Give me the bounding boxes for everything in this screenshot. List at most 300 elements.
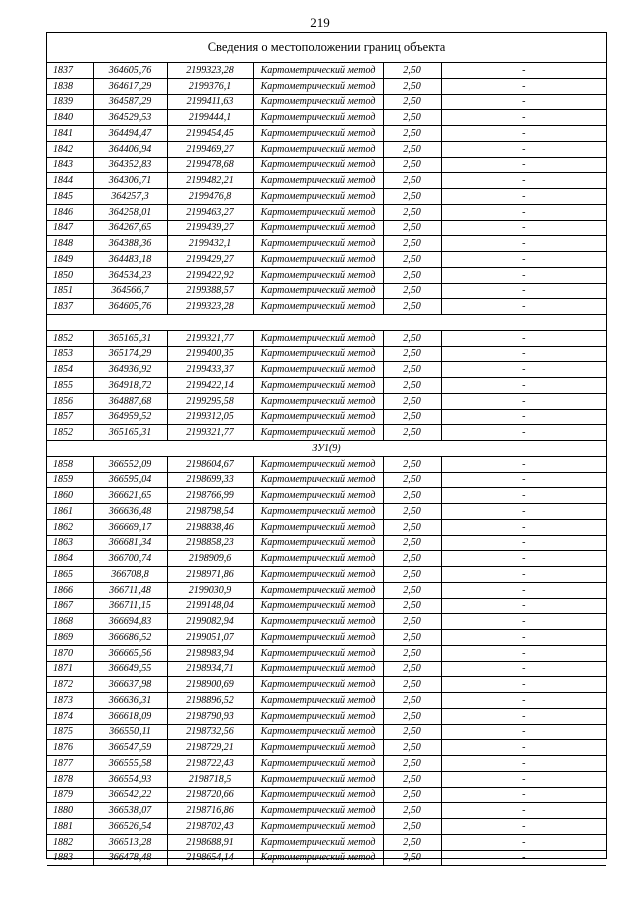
note-cell: - (441, 645, 606, 661)
note-cell: - (441, 189, 606, 205)
x-coordinate-cell: 366708,8 (93, 567, 167, 583)
x-coordinate-cell: 366621,65 (93, 488, 167, 504)
method-cell: Картометрический метод (253, 803, 383, 819)
method-cell: Картометрический метод (253, 630, 383, 646)
point-number-cell: 1862 (47, 519, 93, 535)
note-cell: - (441, 677, 606, 693)
method-cell: Картометрический метод (253, 582, 383, 598)
table-row (47, 488, 606, 504)
y-coordinate-cell: 2199439,27 (167, 220, 253, 236)
method-cell: Картометрический метод (253, 283, 383, 299)
note-cell: - (441, 756, 606, 772)
accuracy-cell: 2,50 (383, 834, 441, 850)
point-number-cell: 1872 (47, 677, 93, 693)
accuracy-cell: 2,50 (383, 204, 441, 220)
y-coordinate-cell: 2198971,86 (167, 567, 253, 583)
point-number-cell: 1843 (47, 157, 93, 173)
y-coordinate-cell: 2198766,99 (167, 488, 253, 504)
method-cell: Картометрический метод (253, 346, 383, 362)
note-cell: - (441, 78, 606, 94)
x-coordinate-cell: 365174,29 (93, 346, 167, 362)
accuracy-cell: 2,50 (383, 94, 441, 110)
point-number-cell: 1864 (47, 551, 93, 567)
x-coordinate-cell: 366554,93 (93, 771, 167, 787)
y-coordinate-cell: 2198654,14 (167, 850, 253, 866)
point-number-cell: 1842 (47, 141, 93, 157)
note-cell: - (441, 220, 606, 236)
accuracy-cell: 2,50 (383, 409, 441, 425)
method-cell: Картометрический метод (253, 472, 383, 488)
table-row (47, 126, 606, 142)
accuracy-cell: 2,50 (383, 850, 441, 866)
table-title: Сведения о местоположении границ объекта (47, 33, 606, 63)
note-cell: - (441, 504, 606, 520)
method-cell: Картометрический метод (253, 677, 383, 693)
note-cell: - (441, 236, 606, 252)
table-row (47, 299, 606, 315)
note-cell: - (441, 267, 606, 283)
accuracy-cell: 2,50 (383, 393, 441, 409)
y-coordinate-cell: 2199323,28 (167, 299, 253, 315)
note-cell: - (441, 771, 606, 787)
note-cell: - (441, 834, 606, 850)
point-number-cell: 1870 (47, 645, 93, 661)
method-cell: Картометрический метод (253, 94, 383, 110)
y-coordinate-cell: 2199444,1 (167, 110, 253, 126)
accuracy-cell: 2,50 (383, 582, 441, 598)
method-cell: Картометрический метод (253, 330, 383, 346)
point-number-cell: 1852 (47, 330, 93, 346)
accuracy-cell: 2,50 (383, 126, 441, 142)
accuracy-cell: 2,50 (383, 756, 441, 772)
method-cell: Картометрический метод (253, 189, 383, 205)
x-coordinate-cell: 364566,7 (93, 283, 167, 299)
accuracy-cell: 2,50 (383, 173, 441, 189)
note-cell: - (441, 567, 606, 583)
section-separator-row (47, 441, 606, 457)
note-cell: - (441, 850, 606, 866)
table-row (47, 756, 606, 772)
point-number-cell: 1849 (47, 252, 93, 268)
point-number-cell: 1868 (47, 614, 93, 630)
x-coordinate-cell: 365165,31 (93, 330, 167, 346)
method-cell: Картометрический метод (253, 236, 383, 252)
method-cell: Картометрический метод (253, 204, 383, 220)
y-coordinate-cell: 2198722,43 (167, 756, 253, 772)
y-coordinate-cell: 2198688,91 (167, 834, 253, 850)
method-cell: Картометрический метод (253, 220, 383, 236)
page-number: 219 (310, 15, 330, 30)
x-coordinate-cell: 364258,01 (93, 204, 167, 220)
accuracy-cell: 2,50 (383, 661, 441, 677)
note-cell: - (441, 630, 606, 646)
note-cell: - (441, 693, 606, 709)
table-row (47, 803, 606, 819)
method-cell: Картометрический метод (253, 126, 383, 142)
x-coordinate-cell: 364887,68 (93, 393, 167, 409)
method-cell: Картометрический метод (253, 724, 383, 740)
point-number-cell: 1881 (47, 819, 93, 835)
method-cell: Картометрический метод (253, 740, 383, 756)
x-coordinate-cell: 366526,54 (93, 819, 167, 835)
method-cell: Картометрический метод (253, 834, 383, 850)
method-cell: Картометрический метод (253, 157, 383, 173)
note-cell: - (441, 252, 606, 268)
method-cell: Картометрический метод (253, 425, 383, 441)
y-coordinate-cell: 2198900,69 (167, 677, 253, 693)
point-number-cell: 1871 (47, 661, 93, 677)
method-cell: Картометрический метод (253, 173, 383, 189)
table-row (47, 141, 606, 157)
method-cell: Картометрический метод (253, 756, 383, 772)
table-row (47, 630, 606, 646)
table-row (47, 708, 606, 724)
y-coordinate-cell: 2199429,27 (167, 252, 253, 268)
method-cell: Картометрический метод (253, 456, 383, 472)
point-number-cell: 1855 (47, 378, 93, 394)
method-cell: Картометрический метод (253, 708, 383, 724)
table-row (47, 425, 606, 441)
note-cell: - (441, 141, 606, 157)
point-number-cell: 1875 (47, 724, 93, 740)
point-number-cell: 1878 (47, 771, 93, 787)
note-cell: - (441, 582, 606, 598)
note-cell: - (441, 362, 606, 378)
x-coordinate-cell: 364534,23 (93, 267, 167, 283)
note-cell: - (441, 173, 606, 189)
y-coordinate-cell: 2198934,71 (167, 661, 253, 677)
y-coordinate-cell: 2199321,77 (167, 330, 253, 346)
accuracy-cell: 2,50 (383, 504, 441, 520)
y-coordinate-cell: 2199422,92 (167, 267, 253, 283)
point-number-cell: 1866 (47, 582, 93, 598)
x-coordinate-cell: 366711,15 (93, 598, 167, 614)
x-coordinate-cell: 364494,47 (93, 126, 167, 142)
table-row (47, 267, 606, 283)
table-row (47, 598, 606, 614)
table-row (47, 78, 606, 94)
table-row (47, 819, 606, 835)
accuracy-cell: 2,50 (383, 189, 441, 205)
method-cell: Картометрический метод (253, 787, 383, 803)
accuracy-cell: 2,50 (383, 110, 441, 126)
accuracy-cell: 2,50 (383, 252, 441, 268)
y-coordinate-cell: 2198790,93 (167, 708, 253, 724)
table-row (47, 614, 606, 630)
note-cell: - (441, 393, 606, 409)
point-number-cell: 1856 (47, 393, 93, 409)
note-cell: - (441, 94, 606, 110)
method-cell: Картометрический метод (253, 362, 383, 378)
table-row (47, 236, 606, 252)
point-number-cell: 1869 (47, 630, 93, 646)
x-coordinate-cell: 366637,98 (93, 677, 167, 693)
note-cell: - (441, 708, 606, 724)
accuracy-cell: 2,50 (383, 283, 441, 299)
accuracy-cell: 2,50 (383, 63, 441, 78)
x-coordinate-cell: 366538,07 (93, 803, 167, 819)
table-row (47, 551, 606, 567)
table-row (47, 535, 606, 551)
note-cell: - (441, 535, 606, 551)
accuracy-cell: 2,50 (383, 472, 441, 488)
point-number-cell: 1837 (47, 63, 93, 78)
table-row (47, 94, 606, 110)
accuracy-cell: 2,50 (383, 551, 441, 567)
note-cell: - (441, 346, 606, 362)
x-coordinate-cell: 364605,76 (93, 63, 167, 78)
x-coordinate-cell: 364617,29 (93, 78, 167, 94)
method-cell: Картометрический метод (253, 850, 383, 866)
note-cell: - (441, 519, 606, 535)
x-coordinate-cell: 364959,52 (93, 409, 167, 425)
y-coordinate-cell: 2198732,56 (167, 724, 253, 740)
method-cell: Картометрический метод (253, 771, 383, 787)
y-coordinate-cell: 2199478,68 (167, 157, 253, 173)
point-number-cell: 1854 (47, 362, 93, 378)
x-coordinate-cell: 364936,92 (93, 362, 167, 378)
table-row (47, 504, 606, 520)
accuracy-cell: 2,50 (383, 819, 441, 835)
method-cell: Картометрический метод (253, 519, 383, 535)
boundary-points-table (47, 63, 606, 866)
note-cell: - (441, 551, 606, 567)
x-coordinate-cell: 366669,17 (93, 519, 167, 535)
table-row (47, 110, 606, 126)
x-coordinate-cell: 366686,52 (93, 630, 167, 646)
point-number-cell: 1858 (47, 456, 93, 472)
accuracy-cell: 2,50 (383, 330, 441, 346)
y-coordinate-cell: 2198699,33 (167, 472, 253, 488)
accuracy-cell: 2,50 (383, 630, 441, 646)
point-number-cell: 1877 (47, 756, 93, 772)
method-cell: Картометрический метод (253, 141, 383, 157)
x-coordinate-cell: 364483,18 (93, 252, 167, 268)
note-cell: - (441, 299, 606, 315)
table-body (47, 63, 606, 866)
x-coordinate-cell: 366478,48 (93, 850, 167, 866)
x-coordinate-cell: 364388,36 (93, 236, 167, 252)
table-row (47, 677, 606, 693)
table-row (47, 393, 606, 409)
table-row (47, 724, 606, 740)
x-coordinate-cell: 366700,74 (93, 551, 167, 567)
x-coordinate-cell: 366595,04 (93, 472, 167, 488)
point-number-cell: 1837 (47, 299, 93, 315)
x-coordinate-cell: 366681,34 (93, 535, 167, 551)
table-row (47, 771, 606, 787)
accuracy-cell: 2,50 (383, 78, 441, 94)
note-cell: - (441, 283, 606, 299)
table-row (47, 456, 606, 472)
accuracy-cell: 2,50 (383, 299, 441, 315)
y-coordinate-cell: 2199454,45 (167, 126, 253, 142)
accuracy-cell: 2,50 (383, 456, 441, 472)
method-cell: Картометрический метод (253, 110, 383, 126)
accuracy-cell: 2,50 (383, 220, 441, 236)
note-cell: - (441, 819, 606, 835)
accuracy-cell: 2,50 (383, 693, 441, 709)
y-coordinate-cell: 2198604,67 (167, 456, 253, 472)
point-number-cell: 1845 (47, 189, 93, 205)
table-row (47, 519, 606, 535)
note-cell: - (441, 488, 606, 504)
method-cell: Картометрический метод (253, 598, 383, 614)
accuracy-cell: 2,50 (383, 362, 441, 378)
y-coordinate-cell: 2199476,8 (167, 189, 253, 205)
point-number-cell: 1873 (47, 693, 93, 709)
section-label: ЗУ1(9) (47, 441, 606, 457)
y-coordinate-cell: 2199312,05 (167, 409, 253, 425)
accuracy-cell: 2,50 (383, 267, 441, 283)
point-number-cell: 1865 (47, 567, 93, 583)
note-cell: - (441, 63, 606, 78)
y-coordinate-cell: 2198983,94 (167, 645, 253, 661)
table-row (47, 693, 606, 709)
x-coordinate-cell: 364587,29 (93, 94, 167, 110)
point-number-cell: 1860 (47, 488, 93, 504)
accuracy-cell: 2,50 (383, 614, 441, 630)
point-number-cell: 1883 (47, 850, 93, 866)
accuracy-cell: 2,50 (383, 803, 441, 819)
point-number-cell: 1852 (47, 425, 93, 441)
section-separator-row (47, 315, 606, 331)
x-coordinate-cell: 366694,83 (93, 614, 167, 630)
point-number-cell: 1848 (47, 236, 93, 252)
y-coordinate-cell: 2198858,23 (167, 535, 253, 551)
note-cell: - (441, 456, 606, 472)
table-row (47, 283, 606, 299)
note-cell: - (441, 598, 606, 614)
y-coordinate-cell: 2199432,1 (167, 236, 253, 252)
x-coordinate-cell: 364605,76 (93, 299, 167, 315)
note-cell: - (441, 110, 606, 126)
method-cell: Картометрический метод (253, 299, 383, 315)
method-cell: Картометрический метод (253, 645, 383, 661)
point-number-cell: 1863 (47, 535, 93, 551)
accuracy-cell: 2,50 (383, 787, 441, 803)
table-row (47, 362, 606, 378)
point-number-cell: 1847 (47, 220, 93, 236)
table-row (47, 472, 606, 488)
y-coordinate-cell: 2199388,57 (167, 283, 253, 299)
point-number-cell: 1861 (47, 504, 93, 520)
y-coordinate-cell: 2199433,37 (167, 362, 253, 378)
y-coordinate-cell: 2199469,27 (167, 141, 253, 157)
x-coordinate-cell: 364267,65 (93, 220, 167, 236)
y-coordinate-cell: 2198798,54 (167, 504, 253, 520)
point-number-cell: 1867 (47, 598, 93, 614)
table-row (47, 834, 606, 850)
note-cell: - (441, 425, 606, 441)
method-cell: Картометрический метод (253, 693, 383, 709)
y-coordinate-cell: 2198716,86 (167, 803, 253, 819)
table-row (47, 204, 606, 220)
point-number-cell: 1840 (47, 110, 93, 126)
point-number-cell: 1859 (47, 472, 93, 488)
y-coordinate-cell: 2199376,1 (167, 78, 253, 94)
table-row (47, 409, 606, 425)
point-number-cell: 1880 (47, 803, 93, 819)
table-row (47, 567, 606, 583)
table-row (47, 63, 606, 78)
method-cell: Картометрический метод (253, 63, 383, 78)
table-row (47, 740, 606, 756)
y-coordinate-cell: 2198729,21 (167, 740, 253, 756)
method-cell: Картометрический метод (253, 252, 383, 268)
accuracy-cell: 2,50 (383, 708, 441, 724)
method-cell: Картометрический метод (253, 378, 383, 394)
table-row (47, 661, 606, 677)
x-coordinate-cell: 366636,31 (93, 693, 167, 709)
x-coordinate-cell: 364306,71 (93, 173, 167, 189)
note-cell: - (441, 724, 606, 740)
point-number-cell: 1844 (47, 173, 93, 189)
table-row (47, 189, 606, 205)
note-cell: - (441, 378, 606, 394)
y-coordinate-cell: 2199422,14 (167, 378, 253, 394)
accuracy-cell: 2,50 (383, 740, 441, 756)
x-coordinate-cell: 365165,31 (93, 425, 167, 441)
note-cell: - (441, 126, 606, 142)
note-cell: - (441, 330, 606, 346)
accuracy-cell: 2,50 (383, 519, 441, 535)
method-cell: Картометрический метод (253, 267, 383, 283)
note-cell: - (441, 740, 606, 756)
accuracy-cell: 2,50 (383, 598, 441, 614)
x-coordinate-cell: 366649,55 (93, 661, 167, 677)
note-cell: - (441, 409, 606, 425)
y-coordinate-cell: 2198720,66 (167, 787, 253, 803)
y-coordinate-cell: 2199051,07 (167, 630, 253, 646)
accuracy-cell: 2,50 (383, 346, 441, 362)
y-coordinate-cell: 2198718,5 (167, 771, 253, 787)
x-coordinate-cell: 364406,94 (93, 141, 167, 157)
x-coordinate-cell: 366542,22 (93, 787, 167, 803)
x-coordinate-cell: 366665,56 (93, 645, 167, 661)
note-cell: - (441, 204, 606, 220)
y-coordinate-cell: 2199323,28 (167, 63, 253, 78)
x-coordinate-cell: 366555,58 (93, 756, 167, 772)
point-number-cell: 1879 (47, 787, 93, 803)
accuracy-cell: 2,50 (383, 535, 441, 551)
accuracy-cell: 2,50 (383, 677, 441, 693)
point-number-cell: 1882 (47, 834, 93, 850)
point-number-cell: 1850 (47, 267, 93, 283)
point-number-cell: 1846 (47, 204, 93, 220)
table-row (47, 330, 606, 346)
x-coordinate-cell: 366618,09 (93, 708, 167, 724)
method-cell: Картометрический метод (253, 504, 383, 520)
point-number-cell: 1874 (47, 708, 93, 724)
y-coordinate-cell: 2199411,63 (167, 94, 253, 110)
x-coordinate-cell: 366711,48 (93, 582, 167, 598)
accuracy-cell: 2,50 (383, 378, 441, 394)
x-coordinate-cell: 364529,53 (93, 110, 167, 126)
accuracy-cell: 2,50 (383, 724, 441, 740)
note-cell: - (441, 472, 606, 488)
x-coordinate-cell: 366552,09 (93, 456, 167, 472)
y-coordinate-cell: 2199082,94 (167, 614, 253, 630)
y-coordinate-cell: 2198896,52 (167, 693, 253, 709)
table-row (47, 173, 606, 189)
point-number-cell: 1841 (47, 126, 93, 142)
note-cell: - (441, 787, 606, 803)
x-coordinate-cell: 364918,72 (93, 378, 167, 394)
point-number-cell: 1839 (47, 94, 93, 110)
boundary-table-frame (46, 32, 607, 864)
method-cell: Картометрический метод (253, 567, 383, 583)
